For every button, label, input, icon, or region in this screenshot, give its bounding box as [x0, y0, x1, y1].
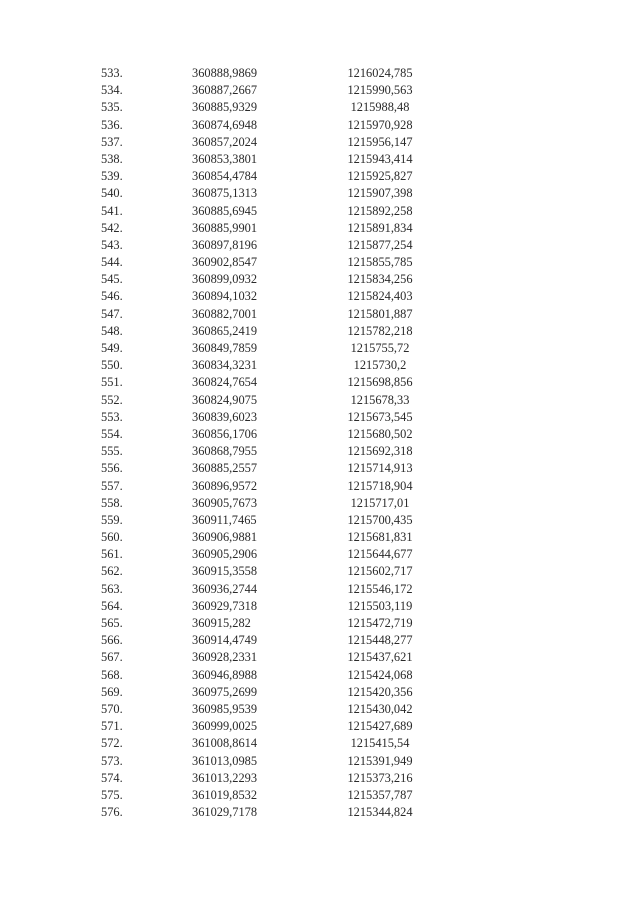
- y-coordinate-cell: 1215730,2: [353, 358, 407, 373]
- table-row: [0, 374, 640, 391]
- x-coordinate-cell: 361008,8614: [192, 736, 258, 751]
- y-coordinate-cell: 1215907,398: [347, 186, 413, 201]
- table-row: [0, 495, 640, 512]
- table-row: [0, 151, 640, 168]
- x-coordinate-cell: 360824,7654: [192, 375, 258, 390]
- y-coordinate-cell: 1215678,33: [350, 392, 410, 407]
- row-number: 549.: [101, 341, 123, 355]
- y-coordinate-cell: 1215644,677: [347, 547, 413, 562]
- x-coordinate-cell: 360834,3231: [192, 358, 258, 373]
- x-coordinate-cell: 360874,6948: [192, 117, 258, 132]
- row-number: 571.: [101, 719, 123, 734]
- row-number: 543.: [101, 237, 123, 252]
- table-row: [0, 220, 640, 237]
- row-number: 562.: [101, 564, 123, 579]
- x-coordinate-cell: 360936,2744: [192, 581, 258, 596]
- row-number: 536.: [101, 117, 123, 132]
- row-number: 553.: [101, 409, 123, 424]
- x-coordinate-cell: 361013,0985: [192, 753, 258, 768]
- row-number: 550.: [101, 358, 123, 373]
- row-number: 560.: [101, 530, 123, 545]
- x-coordinate-cell: 360905,2906: [192, 547, 258, 562]
- y-coordinate-cell: 1215855,785: [347, 255, 413, 270]
- row-number: 566.: [101, 633, 123, 648]
- table-row: [0, 684, 640, 701]
- y-coordinate-cell: 1215943,414: [347, 151, 413, 166]
- table-row: [0, 563, 640, 580]
- x-coordinate-cell: 360911,7465: [192, 512, 257, 527]
- table-row: [0, 65, 640, 82]
- table-row: [0, 598, 640, 615]
- table-row: [0, 804, 640, 821]
- x-coordinate-cell: 360975,2699: [192, 684, 258, 699]
- x-coordinate-cell: 360946,8988: [192, 667, 258, 682]
- row-number: 574.: [101, 770, 123, 785]
- y-coordinate-cell: 1215801,887: [347, 306, 413, 321]
- y-coordinate-cell: 1215430,042: [347, 701, 413, 716]
- x-coordinate-cell: 360928,2331: [192, 650, 258, 665]
- row-number: 554.: [101, 426, 123, 441]
- table-row: [0, 237, 640, 254]
- y-coordinate-cell: 1215700,435: [347, 512, 413, 527]
- row-number: 540.: [101, 186, 123, 201]
- y-coordinate-cell: 1215834,256: [347, 272, 413, 287]
- y-coordinate-cell: 1215990,563: [347, 83, 413, 98]
- x-coordinate-cell: 360885,6945: [192, 203, 258, 218]
- x-coordinate-cell: 360894,1032: [192, 289, 258, 304]
- row-number: 564.: [101, 598, 123, 613]
- x-coordinate-cell: 360887,2667: [192, 83, 258, 98]
- table-row: [0, 426, 640, 443]
- x-coordinate-cell: 360915,282: [192, 616, 251, 630]
- y-coordinate-cell: 1215373,216: [347, 770, 413, 785]
- y-coordinate-cell: 1215970,928: [347, 117, 413, 132]
- table-row: [0, 478, 640, 495]
- table-row: [0, 323, 640, 340]
- x-coordinate-cell: 360905,7673: [192, 495, 258, 510]
- row-number: 558.: [101, 495, 123, 510]
- table-row: [0, 271, 640, 288]
- table-row: [0, 632, 640, 649]
- row-number: 533.: [101, 66, 123, 80]
- row-number: 563.: [101, 581, 123, 596]
- table-row: [0, 203, 640, 220]
- x-coordinate-cell: 360902,8547: [192, 255, 258, 270]
- x-coordinate-cell: 360857,2024: [192, 134, 258, 149]
- table-row: [0, 581, 640, 598]
- x-coordinate-cell: 360914,4749: [192, 633, 258, 648]
- table-row: [0, 185, 640, 202]
- row-number: 573.: [101, 753, 123, 768]
- table-row: [0, 134, 640, 151]
- y-coordinate-cell: 1215698,856: [347, 375, 413, 390]
- y-coordinate-cell: 1215714,913: [347, 461, 413, 476]
- table-row: [0, 168, 640, 185]
- x-coordinate-cell: 361029,7178: [192, 805, 258, 820]
- row-number: 538.: [101, 151, 123, 166]
- y-coordinate-cell: 1215673,545: [347, 409, 413, 424]
- x-coordinate-cell: 360885,9901: [192, 220, 258, 235]
- table-row: [0, 460, 640, 477]
- row-number: 575.: [101, 787, 123, 802]
- row-number: 534.: [101, 83, 123, 98]
- row-number: 556.: [101, 461, 123, 476]
- table-row: [0, 254, 640, 271]
- table-row: [0, 701, 640, 718]
- row-number: 535.: [101, 100, 123, 115]
- row-number: 552.: [101, 392, 123, 407]
- y-coordinate-cell: 1215681,831: [347, 530, 413, 545]
- y-coordinate-cell: 1215892,258: [347, 203, 413, 218]
- x-coordinate-cell: 361019,8532: [192, 787, 258, 802]
- row-number: 537.: [101, 134, 123, 149]
- y-coordinate-cell: 1215925,827: [347, 169, 413, 184]
- row-number: 539.: [101, 169, 123, 184]
- y-coordinate-cell: 1215718,904: [347, 478, 413, 493]
- x-coordinate-cell: 360906,9881: [192, 530, 258, 545]
- x-coordinate-cell: 360875,1313: [192, 186, 258, 201]
- y-coordinate-cell: 1215692,318: [347, 444, 413, 459]
- row-number: 547.: [101, 306, 123, 321]
- row-number: 569.: [101, 684, 123, 699]
- table-row: [0, 787, 640, 804]
- y-coordinate-cell: 1215680,502: [347, 426, 413, 441]
- y-coordinate-cell: 1215755,72: [350, 341, 410, 355]
- table-row: [0, 649, 640, 666]
- table-row: [0, 82, 640, 99]
- row-number: 576.: [101, 805, 123, 820]
- x-coordinate-cell: 360854,4784: [192, 169, 258, 184]
- x-coordinate-cell: 360865,2419: [192, 323, 258, 338]
- y-coordinate-cell: 1215391,949: [347, 753, 413, 768]
- row-number: 559.: [101, 512, 123, 527]
- table-row: [0, 718, 640, 735]
- x-coordinate-cell: 360888,9869: [192, 66, 258, 80]
- y-coordinate-cell: 1215877,254: [347, 237, 413, 252]
- x-coordinate-cell: 360885,2557: [192, 461, 258, 476]
- x-coordinate-cell: 360882,7001: [192, 306, 258, 321]
- x-coordinate-cell: 360868,7955: [192, 444, 258, 459]
- y-coordinate-cell: 1216024,785: [347, 66, 413, 80]
- table-row: [0, 117, 640, 134]
- x-coordinate-cell: 360929,7318: [192, 598, 258, 613]
- x-coordinate-cell: 360849,7859: [192, 341, 258, 355]
- row-number: 551.: [101, 375, 123, 390]
- row-number: 572.: [101, 736, 123, 751]
- table-row: [0, 753, 640, 770]
- table-row: [0, 615, 640, 632]
- x-coordinate-cell: 360824,9075: [192, 392, 258, 407]
- y-coordinate-cell: 1215891,834: [347, 220, 413, 235]
- y-coordinate-cell: 1215782,218: [347, 323, 413, 338]
- row-number: 555.: [101, 444, 123, 459]
- y-coordinate-cell: 1215427,689: [347, 719, 413, 734]
- x-coordinate-cell: 360897,8196: [192, 237, 258, 252]
- y-coordinate-cell: 1215344,824: [347, 805, 413, 820]
- table-row: [0, 306, 640, 323]
- row-number: 557.: [101, 478, 123, 493]
- table-row: [0, 512, 640, 529]
- table-row: [0, 667, 640, 684]
- table-row: [0, 770, 640, 787]
- table-row: [0, 392, 640, 409]
- y-coordinate-cell: 1215956,147: [347, 134, 413, 149]
- row-number: 541.: [101, 203, 123, 218]
- table-row: [0, 357, 640, 374]
- y-coordinate-cell: 1215424,068: [347, 667, 413, 682]
- x-coordinate-cell: 360885,9329: [192, 100, 258, 115]
- table-row: [0, 735, 640, 752]
- y-coordinate-cell: 1215472,719: [347, 616, 413, 630]
- table-row: [0, 443, 640, 460]
- x-coordinate-cell: 360915,3558: [192, 564, 258, 579]
- x-coordinate-cell: 360853,3801: [192, 151, 258, 166]
- y-coordinate-cell: 1215415,54: [350, 736, 410, 751]
- row-number: 542.: [101, 220, 123, 235]
- row-number: 561.: [101, 547, 123, 562]
- table-row: [0, 340, 640, 357]
- y-coordinate-cell: 1215717,01: [350, 495, 410, 510]
- y-coordinate-cell: 1215420,356: [347, 684, 413, 699]
- row-number: 568.: [101, 667, 123, 682]
- row-number: 545.: [101, 272, 123, 287]
- table-row: [0, 546, 640, 563]
- table-row: [0, 288, 640, 305]
- row-number: 565.: [101, 616, 123, 630]
- row-number: 567.: [101, 650, 123, 665]
- x-coordinate-cell: 360899,0932: [192, 272, 258, 287]
- x-coordinate-cell: 360896,9572: [192, 478, 258, 493]
- y-coordinate-cell: 1215503,119: [347, 598, 413, 613]
- x-coordinate-cell: 360999,0025: [192, 719, 258, 734]
- y-coordinate-cell: 1215602,717: [347, 564, 413, 579]
- y-coordinate-cell: 1215448,277: [347, 633, 413, 648]
- y-coordinate-cell: 1215357,787: [347, 787, 413, 802]
- x-coordinate-cell: 360856,1706: [192, 426, 258, 441]
- row-number: 570.: [101, 701, 123, 716]
- row-number: 544.: [101, 255, 123, 270]
- table-row: [0, 99, 640, 116]
- y-coordinate-cell: 1215988,48: [350, 100, 410, 115]
- x-coordinate-cell: 360985,9539: [192, 701, 258, 716]
- row-number: 546.: [101, 289, 123, 304]
- x-coordinate-cell: 361013,2293: [192, 770, 258, 785]
- y-coordinate-cell: 1215546,172: [347, 581, 413, 596]
- coordinate-table: [0, 65, 640, 821]
- table-row: [0, 409, 640, 426]
- y-coordinate-cell: 1215437,621: [347, 650, 413, 665]
- y-coordinate-cell: 1215824,403: [347, 289, 413, 304]
- x-coordinate-cell: 360839,6023: [192, 409, 258, 424]
- table-row: [0, 529, 640, 546]
- row-number: 548.: [101, 323, 123, 338]
